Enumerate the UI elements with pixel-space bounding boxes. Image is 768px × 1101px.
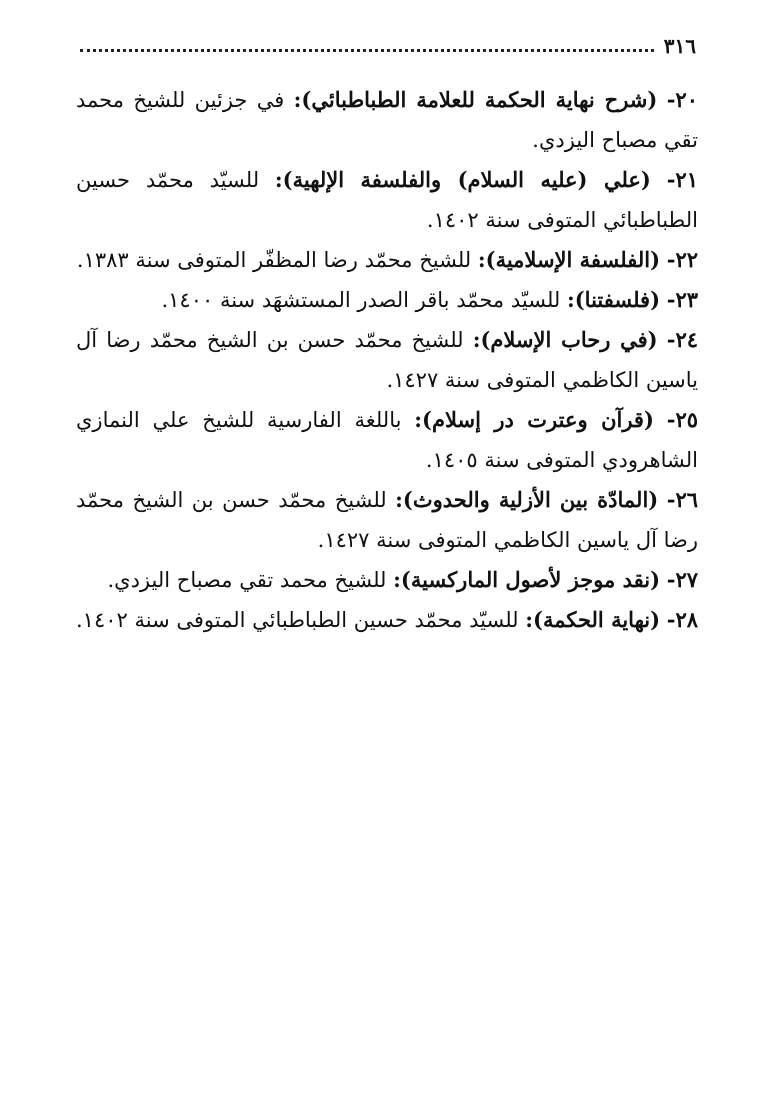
entry-number: ٢٨-	[666, 607, 698, 632]
entry-number: ٢١-	[666, 167, 698, 192]
entry-description: للشيخ محمد تقي مصباح اليزدي.	[107, 568, 387, 592]
entry-number: ٢٢-	[666, 247, 698, 272]
page-number: ٣١٦	[663, 34, 696, 58]
entry-description: للشيخ محمّد حسن بن الشيخ محمّد رضا آل ياسين الكاظمي المتوفى سنة ١٤٢٧.	[76, 328, 698, 392]
entry-title: (علي (عليه السلام) والفلسفة الإلهية):	[274, 167, 651, 192]
entry-title: (نقد موجز لأصول الماركسية):	[393, 567, 661, 592]
entry-title: (نهاية الحكمة):	[525, 607, 661, 632]
list-item	[76, 240, 698, 280]
entry-title: (الفلسفة الإسلامية):	[477, 247, 661, 272]
list-item	[76, 80, 698, 160]
entry-number: ٢٤-	[666, 327, 698, 352]
entry-description: للشيخ محمّد رضا المظفّر المتوفى سنة ١٣٨٣.	[76, 248, 472, 272]
page-header	[80, 28, 696, 58]
entry-description: للسيّد محمّد باقر الصدر المستشهَد سنة ١٤٠٠.	[161, 288, 561, 312]
entry-number: ٢٣-	[666, 287, 698, 312]
entry-title: (المادّة بين الأزلية والحدوث):	[395, 487, 659, 512]
entry-title: (شرح نهاية الحكمة للعلامة الطباطبائي):	[293, 87, 658, 112]
list-item	[76, 600, 698, 640]
list-item	[76, 320, 698, 400]
list-item	[76, 480, 698, 560]
list-item	[76, 560, 698, 600]
entry-title: (في رحاب الإسلام):	[472, 327, 658, 352]
entry-description: للشيخ محمّد حسن بن الشيخ محمّد رضا آل ياسين الكاظمي المتوفى سنة ١٤٢٧.	[76, 488, 698, 552]
header-dotted-rule	[80, 49, 654, 52]
list-item	[76, 280, 698, 320]
list-item	[76, 400, 698, 480]
entry-description: للسيّد محمّد حسين الطباطبائي المتوفى سنة ١٤٠٢.	[75, 608, 519, 632]
entry-description: للسيّد محمّد حسين الطباطبائي المتوفى سنة ١٤٠٢.	[76, 168, 698, 232]
entry-description: باللغة الفارسية للشيخ علي النمازي الشاهرودي المتوفى سنة ١٤٠٥.	[76, 408, 698, 472]
entry-description: في جزئين للشيخ محمد تقي مصباح اليزدي.	[76, 88, 698, 152]
entry-title: (فلسفتنا):	[566, 287, 661, 312]
entry-number: ٢٦-	[666, 487, 698, 512]
bibliography-list	[76, 80, 698, 640]
entry-number: ٢٥-	[666, 407, 698, 432]
entry-number: ٢٧-	[666, 567, 698, 592]
list-item	[76, 160, 698, 240]
entry-title: (قرآن وعترت در إسلام):	[414, 407, 654, 432]
entry-number: ٢٠-	[666, 87, 698, 112]
